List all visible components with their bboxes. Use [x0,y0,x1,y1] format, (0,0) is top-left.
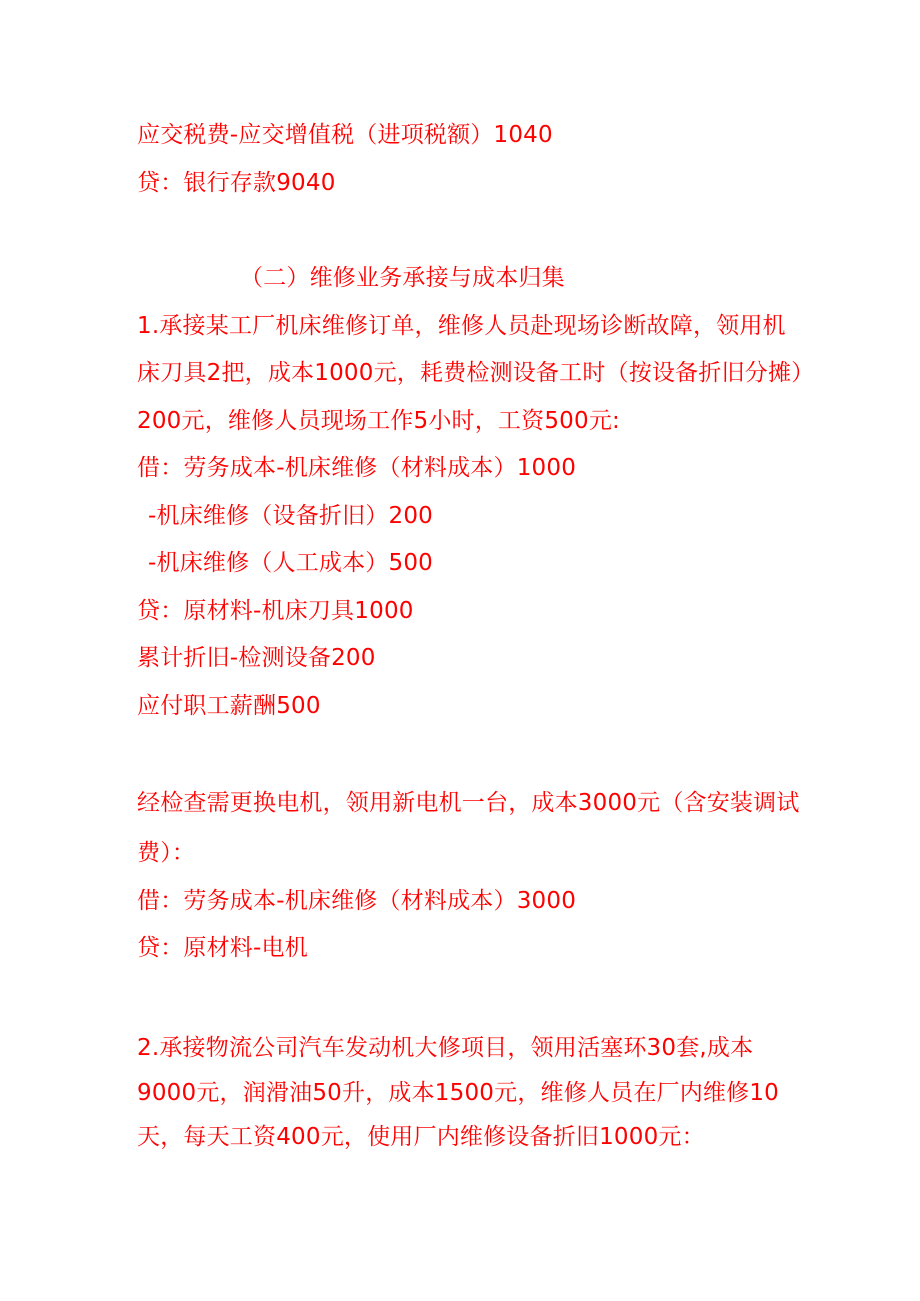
journal-entry-line: 应付职工薪酬500 [137,693,321,719]
text-line: 经检查需更换电机，领用新电机一台，成本3000元（含安装调试 [137,790,800,816]
text-line: 床刀具2把，成本1000元，耗费检测设备工时（按设备折旧分摊） [137,360,815,386]
text-line: 200元，维修人员现场工作5小时，工资500元: [137,408,620,434]
text-line: 贷：银行存款9040 [137,170,336,196]
text-line: 天，每天工资400元，使用厂内维修设备折旧1000元： [137,1124,705,1150]
journal-entry-line: -机床维修（设备折旧）200 [148,503,433,529]
journal-entry-line: 累计折旧-检测设备200 [137,645,376,671]
text-line: 9000元，润滑油50升，成本1500元，维修人员在厂内维修10 [137,1080,779,1106]
journal-entry-line: 借：劳务成本-机床维修（材料成本）3000 [137,888,577,914]
text-line: 应交税费-应交增值税（进项税额）1040 [137,122,553,148]
journal-entry-line: 贷：原材料-机床刀具1000 [137,598,414,624]
text-line: 2.承接物流公司汽车发动机大修项目，领用活塞环30套,成本 [137,1035,754,1061]
journal-entry-line: -机床维修（人工成本）500 [148,550,433,576]
journal-entry-line: 借：劳务成本-机床维修（材料成本）1000 [137,455,577,481]
text-line: 1.承接某工厂机床维修订单，维修人员赴现场诊断故障，领用机 [137,313,786,339]
section-heading: （二）维修业务承接与成本归集 [240,265,565,291]
journal-entry-line: 贷：原材料-电机 [137,935,308,961]
text-line: 费）： [137,840,196,866]
